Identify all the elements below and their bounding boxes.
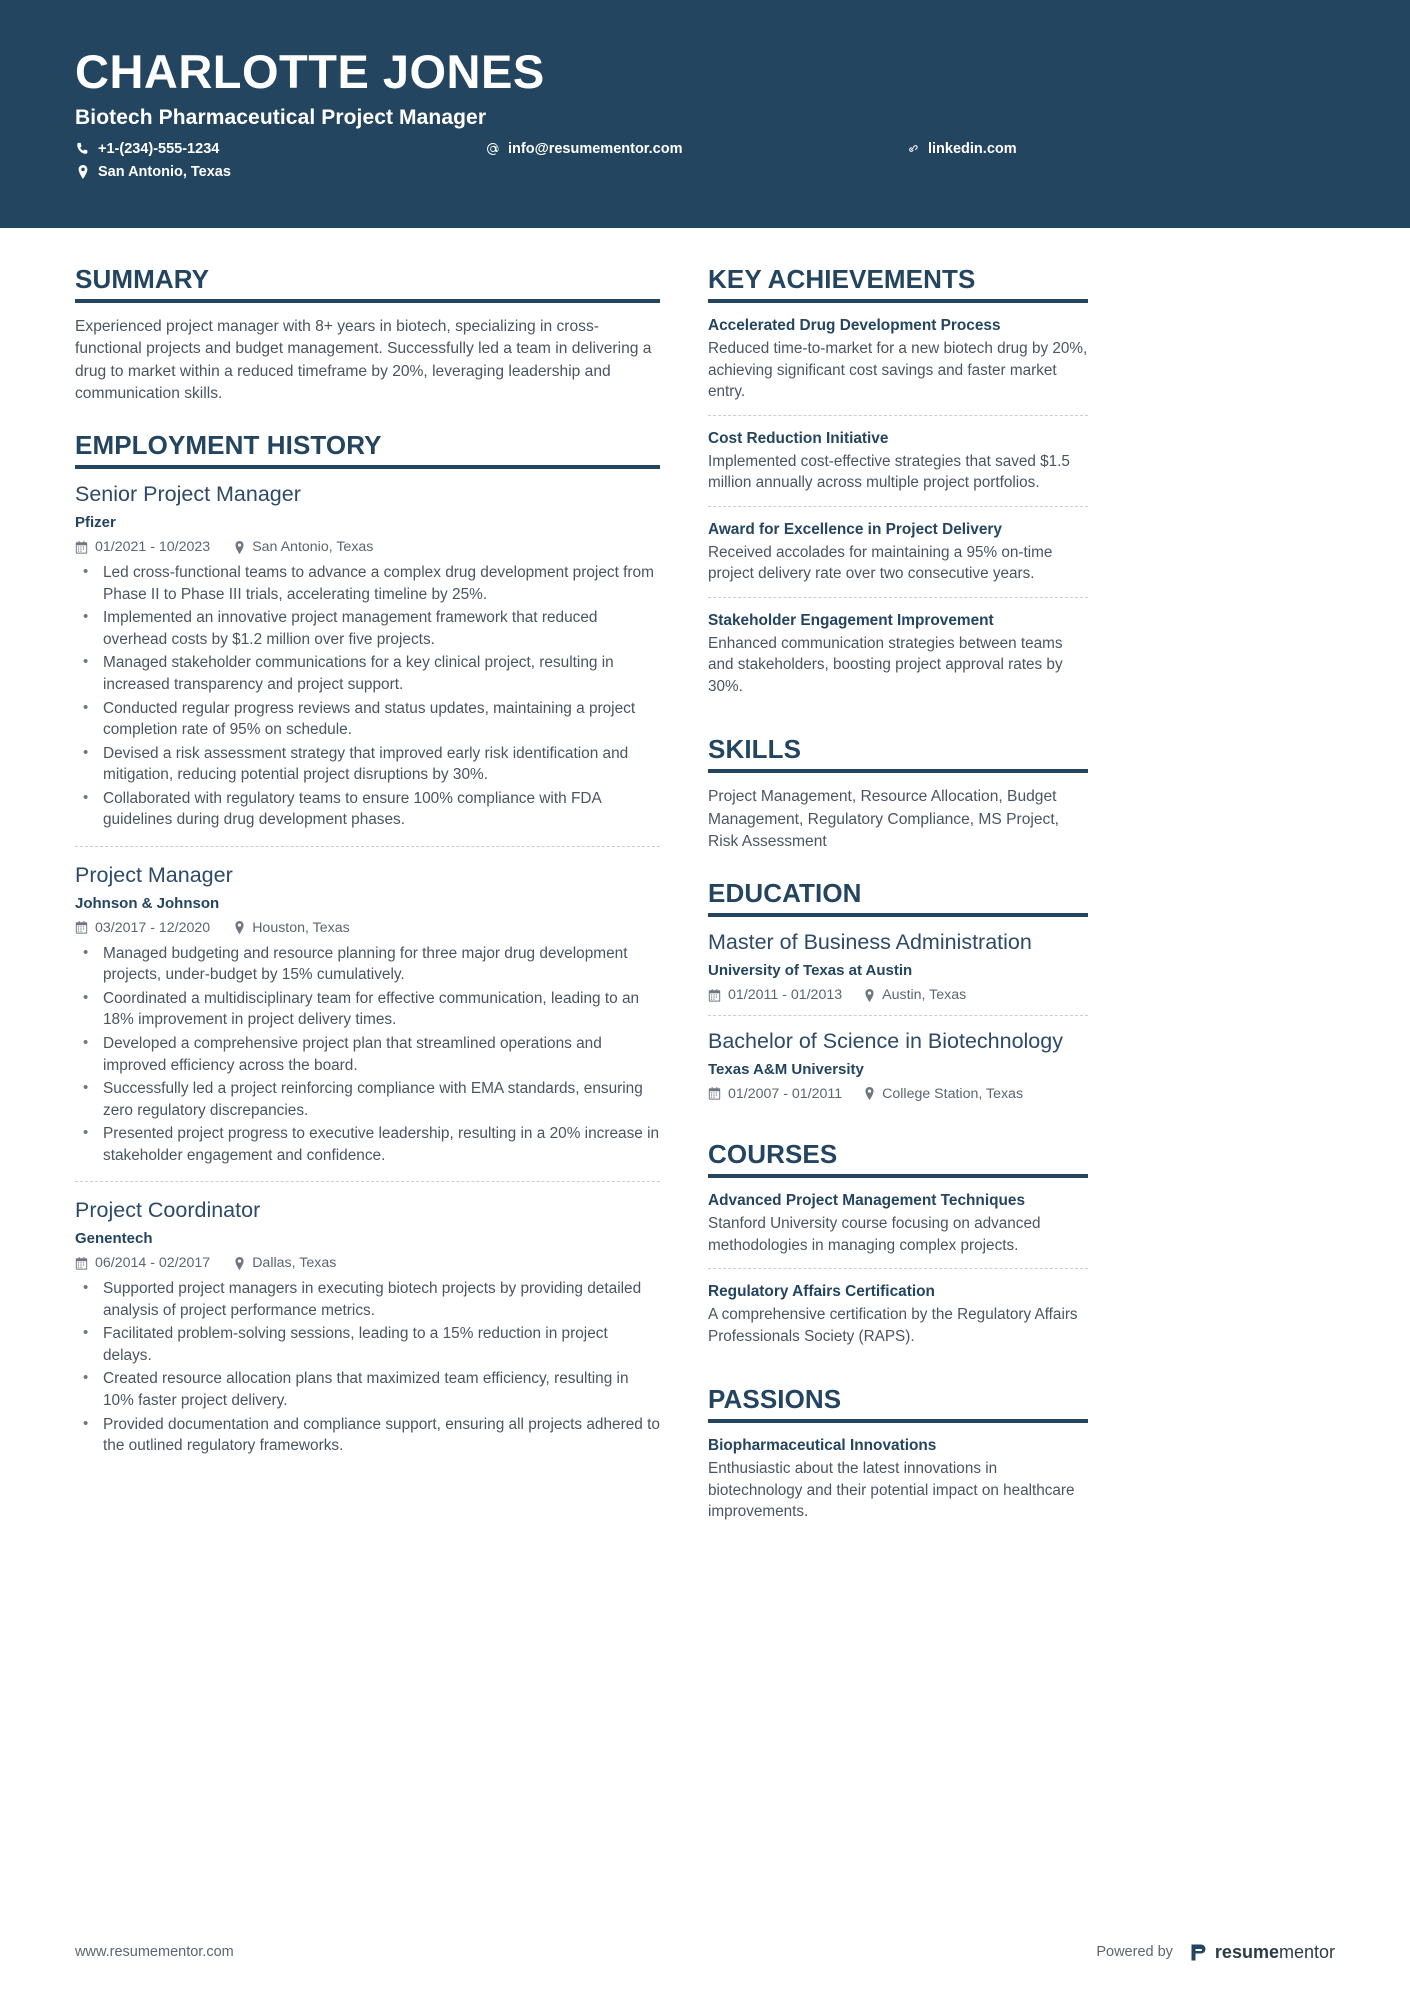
- education-location-value: Austin, Texas: [882, 987, 967, 1004]
- job-location-value: Houston, Texas: [252, 919, 350, 936]
- employment-entry: [75, 482, 660, 846]
- education-dates-value: 01/2011 - 01/2013: [728, 987, 843, 1004]
- education-meta: [708, 987, 1088, 1003]
- job-company: Genentech: [75, 1230, 153, 1248]
- course-text: A comprehensive certification by the Regulatory Affairs Professionals Society (RAPS).: [708, 1306, 1078, 1345]
- employment-entry: [75, 846, 660, 1181]
- job-bullet: • Managed budgeting and resource planning for three major drug development projects, under-budget by 15% cumulatively.: [75, 943, 660, 986]
- job-title: Senior Project Manager: [75, 482, 301, 507]
- location-icon: [75, 165, 90, 179]
- job-bullet: • Implemented an innovative project management framework that reduced overhead costs by $1.2 million over five projects.: [75, 607, 660, 650]
- job-location: [234, 539, 373, 555]
- education-degree: Bachelor of Science in Biotechnology: [708, 1029, 1063, 1054]
- job-bullet: • Supported project managers in executing biotech projects by providing detailed analysis of project performance metrics.: [75, 1278, 660, 1321]
- job-location: [234, 920, 350, 936]
- job-bullet: • Created resource allocation plans that maximized team efficiency, resulting in 10% faster project delivery.: [75, 1368, 660, 1411]
- employment-entry: [75, 1181, 660, 1471]
- education-location-value: College Station, Texas: [882, 1085, 1024, 1102]
- section-title-employment: EMPLOYMENT HISTORY: [75, 430, 382, 461]
- skills-text: Project Management, Resource Allocation, Budget Management, Regulatory Compliance, MS Project, Risk Assessment: [708, 788, 1060, 850]
- email-icon: [485, 142, 500, 156]
- left-column: [75, 228, 660, 1498]
- job-dates-value: 03/2017 - 12/2020: [95, 919, 211, 936]
- footer-url[interactable]: www.resumementor.com: [75, 1944, 234, 1960]
- calendar-icon: [75, 1257, 88, 1270]
- job-title: Project Coordinator: [75, 1198, 261, 1223]
- calendar-icon: [75, 921, 88, 934]
- job-bullet: • Led cross-functional teams to advance a complex drug development project from Phase II to Phase III trials, accelerating timeline by 25%.: [75, 562, 660, 605]
- passion-text: Enthusiastic about the latest innovations in biotechnology and their potential impact on healthcare improvements.: [708, 1460, 1075, 1521]
- section-skills: [708, 735, 1088, 853]
- education-entry: [708, 930, 1088, 1015]
- section-summary: [75, 265, 660, 405]
- achievement-text: Reduced time-to-market for a new biotech drug by 20%, achieving significant cost savings and faster market entry.: [708, 340, 1088, 401]
- section-divider: [708, 1419, 1088, 1423]
- job-bullet: • Presented project progress to executive leadership, resulting in a 20% increase in stakeholder engagement and confidence.: [75, 1123, 660, 1166]
- calendar-icon: [708, 1087, 721, 1100]
- section-courses: [708, 1140, 1088, 1359]
- achievement-heading: Accelerated Drug Development Process: [708, 317, 1001, 335]
- job-location-value: Dallas, Texas: [252, 1255, 337, 1272]
- course-heading: Advanced Project Management Techniques: [708, 1191, 1026, 1209]
- job-dates-value: 06/2014 - 02/2017: [95, 1255, 211, 1272]
- achievement-heading: Stakeholder Engagement Improvement: [708, 611, 994, 629]
- job-bullet: • Successfully led a project reinforcing compliance with EMA standards, ensuring zero regulatory discrepancies.: [75, 1078, 660, 1121]
- section-title-skills: SKILLS: [708, 734, 802, 765]
- job-meta: [75, 539, 660, 555]
- phone-icon: [75, 142, 90, 155]
- section-divider: [708, 769, 1088, 773]
- location-icon: [234, 921, 245, 934]
- job-bullet: • Coordinated a multidisciplinary team for effective communication, leading to an 18% improvement in project delivery times.: [75, 988, 660, 1031]
- location-icon: [234, 1257, 245, 1270]
- section-title-courses: COURSES: [708, 1138, 838, 1169]
- job-bullet: • Collaborated with regulatory teams to ensure 100% compliance with FDA guidelines during drug development phases.: [75, 788, 660, 831]
- location-icon: [864, 989, 875, 1002]
- job-bullet-list: [75, 562, 660, 831]
- passion-heading: Biopharmaceutical Innovations: [708, 1437, 937, 1455]
- job-company: Johnson & Johnson: [75, 894, 220, 912]
- job-bullet: • Devised a risk assessment strategy that improved early risk identification and mitigation, reducing potential project disruptions by 30%.: [75, 743, 660, 786]
- achievement-heading: Award for Excellence in Project Delivery: [708, 520, 1002, 538]
- section-divider: [75, 299, 660, 303]
- brand-light: mentor: [1278, 1941, 1335, 1962]
- job-location-value: San Antonio, Texas: [252, 539, 374, 556]
- achievement-entry: [708, 597, 1088, 709]
- contact-linkedin-value: linkedin.com: [928, 140, 1017, 157]
- location-icon: [234, 541, 245, 554]
- right-column: [708, 228, 1088, 1561]
- brand-wordmark: [1215, 1942, 1335, 1963]
- resume-header: [0, 0, 1410, 228]
- section-title-summary: SUMMARY: [75, 264, 210, 294]
- section-divider: [708, 913, 1088, 917]
- job-bullet: • Managed stakeholder communications for a key clinical project, resulting in increased transparency and project support.: [75, 652, 660, 695]
- section-employment-history: [75, 431, 660, 1471]
- link-icon: [905, 142, 920, 155]
- powered-by-label: Powered by: [1096, 1944, 1173, 1960]
- brand-bold: resume: [1214, 1941, 1279, 1962]
- job-bullet-list: [75, 943, 660, 1167]
- job-meta: [75, 920, 660, 936]
- section-divider: [708, 1174, 1088, 1178]
- job-dates-value: 01/2021 - 10/2023: [95, 539, 211, 556]
- course-heading: Regulatory Affairs Certification: [708, 1283, 935, 1301]
- education-degree: Master of Business Administration: [708, 930, 1032, 955]
- calendar-icon: [708, 989, 721, 1002]
- summary-text: Experienced project manager with 8+ years in biotech, specializing in cross-functional projects and budget management. Successfully led a team in delivering a drug to market within a reduced timeframe by 20%, leveraging leadership and communication skills.: [75, 318, 652, 402]
- course-text: Stanford University course focusing on advanced methodologies in managing complex projects.: [708, 1215, 1041, 1254]
- job-location: [234, 1255, 336, 1271]
- contact-email-value: info@resumementor.com: [508, 140, 683, 157]
- section-title-passions: PASSIONS: [708, 1384, 842, 1415]
- education-location: [864, 987, 966, 1003]
- resumementor-logo: [1189, 1942, 1335, 1963]
- resume-footer: [0, 1909, 1410, 1995]
- passion-entry: [708, 1436, 1088, 1534]
- achievement-entry: [708, 316, 1088, 414]
- education-dates: [708, 1086, 842, 1102]
- course-entry: [708, 1191, 1088, 1268]
- section-education: [708, 879, 1088, 1114]
- bookmark-icon: [1189, 1943, 1208, 1962]
- job-role-subtitle: Biotech Pharmaceutical Project Manager: [75, 105, 487, 129]
- contact-location: [75, 164, 485, 180]
- contact-phone-value: +1-(234)-555-1234: [98, 140, 220, 157]
- education-location: [864, 1086, 1023, 1102]
- contact-email[interactable]: [485, 141, 905, 157]
- section-key-achievements: [708, 265, 1088, 709]
- education-dates: [708, 987, 842, 1003]
- job-bullet: • Provided documentation and compliance support, ensuring all projects adhered to the outlined regulatory frameworks.: [75, 1414, 660, 1457]
- resume-body: [0, 228, 1410, 1561]
- job-bullet: • Conducted regular progress reviews and status updates, maintaining a project completion rate of 95% on schedule.: [75, 698, 660, 741]
- section-divider: [708, 299, 1088, 303]
- course-entry: [708, 1268, 1088, 1359]
- job-dates: [75, 539, 210, 555]
- education-entry: [708, 1015, 1088, 1114]
- job-meta: [75, 1255, 660, 1271]
- education-school: University of Texas at Austin: [708, 962, 913, 980]
- achievement-heading: Cost Reduction Initiative: [708, 429, 889, 447]
- footer-branding: [1096, 1942, 1335, 1963]
- achievement-entry: [708, 506, 1088, 597]
- education-dates-value: 01/2007 - 01/2011: [728, 1085, 843, 1102]
- section-title-education: EDUCATION: [708, 878, 862, 909]
- job-bullet: • Facilitated problem-solving sessions, leading to a 15% reduction in project delays.: [75, 1323, 660, 1366]
- contact-location-value: San Antonio, Texas: [98, 163, 231, 180]
- section-passions: [708, 1385, 1088, 1535]
- page-title: CHARLOTTE JONES: [75, 45, 545, 98]
- education-school: Texas A&M University: [708, 1060, 864, 1078]
- location-icon: [864, 1087, 875, 1100]
- contact-phone[interactable]: [75, 141, 485, 157]
- achievement-text: Received accolades for maintaining a 95% on-time project delivery rate over two consecutive years.: [708, 543, 1053, 583]
- job-dates: [75, 920, 210, 936]
- achievement-text: Enhanced communication strategies between teams and stakeholders, boosting project approval rates by 30%.: [708, 634, 1063, 695]
- achievement-text: Implemented cost-effective strategies that saved $1.5 million annually across multiple project portfolios.: [708, 452, 1070, 492]
- contact-linkedin[interactable]: [905, 141, 1335, 157]
- section-divider: [75, 465, 660, 469]
- education-meta: [708, 1086, 1088, 1102]
- achievement-entry: [708, 415, 1088, 506]
- job-company: Pfizer: [75, 514, 116, 532]
- contact-info-grid: [75, 141, 1335, 180]
- calendar-icon: [75, 541, 88, 554]
- section-title-achievements: KEY ACHIEVEMENTS: [708, 264, 976, 294]
- job-dates: [75, 1255, 210, 1271]
- job-title: Project Manager: [75, 862, 233, 887]
- job-bullet: • Developed a comprehensive project plan that streamlined operations and improved efficiency across the board.: [75, 1033, 660, 1076]
- job-bullet-list: [75, 1278, 660, 1457]
